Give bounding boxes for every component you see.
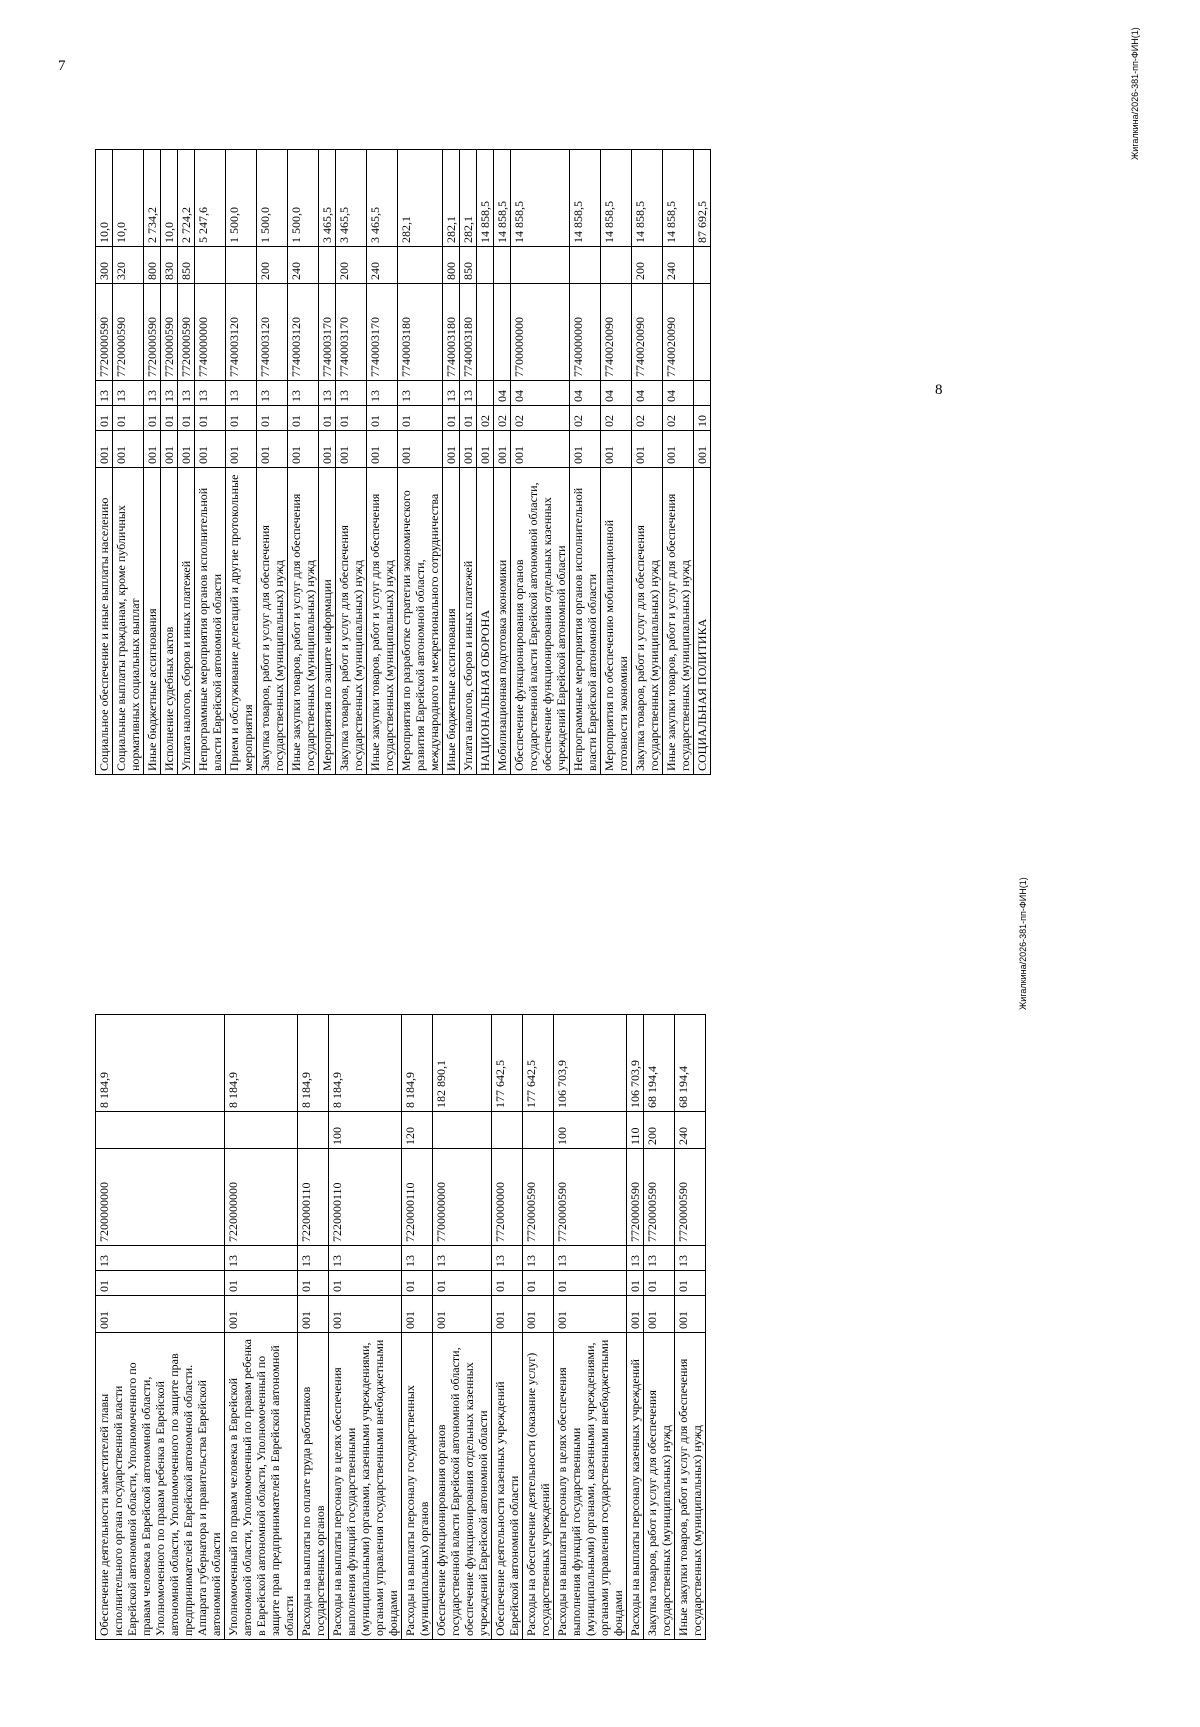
row-code-cell-c1: 001 bbox=[96, 431, 113, 468]
row-code-cell-c2: 01 bbox=[161, 406, 178, 431]
row-code-cell-c2: 02 bbox=[632, 406, 663, 431]
row-code-cell-c3: 13 bbox=[492, 1246, 523, 1271]
row-code-cell-c2: 01 bbox=[178, 406, 195, 431]
row-code-cell-c5: 830 bbox=[161, 247, 178, 284]
row-code-cell-c6: 3 465,5 bbox=[336, 150, 367, 247]
row-code-cell-c2: 01 bbox=[225, 1271, 298, 1296]
row-code-cell-c5: 200 bbox=[644, 1112, 675, 1149]
row-code-cell-c5 bbox=[523, 1112, 554, 1149]
row-code-cell-c4: 7700000000 bbox=[433, 1149, 492, 1246]
row-code-cell-c5: 850 bbox=[460, 247, 477, 284]
table-row bbox=[195, 150, 226, 775]
row-code-cell-c2: 02 bbox=[511, 406, 570, 431]
row-code-cell-c3: 13 bbox=[398, 381, 443, 406]
row-name-cell: Расходы на обеспечение деятельности (оказание услуг) государственных учреждений bbox=[523, 1333, 554, 1640]
row-code-cell-c5: 240 bbox=[367, 247, 398, 284]
row-code-cell-c4: 7740003120 bbox=[288, 284, 319, 381]
row-code-cell-c1: 001 bbox=[675, 1296, 706, 1333]
row-name-cell: Мероприятия по защите информации bbox=[319, 468, 336, 775]
row-code-cell-c2: 02 bbox=[663, 406, 694, 431]
row-code-cell-c5 bbox=[96, 1112, 225, 1149]
table-row bbox=[257, 150, 288, 775]
row-code-cell-c6: 182 890,1 bbox=[433, 1015, 492, 1112]
row-name-cell: Мероприятия по обеспечению мобилизационной готовности экономики bbox=[601, 468, 632, 775]
row-code-cell-c3: 13 bbox=[298, 1246, 329, 1271]
row-code-cell-c1: 001 bbox=[477, 431, 494, 468]
row-code-cell-c1: 001 bbox=[511, 431, 570, 468]
row-name-cell: Обеспечение деятельности заместителей главы исполнительного органа государственной власти Еврейской автономной области, Уполномоченного по правам человека в Еврейской автономной области, Уполномоченного по правам ребенка в Еврейской автономной области, Уполномоченного по защите прав предпринимателей в Еврейской автономной области. Аппарата губернатора и правительства Еврейской автономной области bbox=[96, 1333, 225, 1640]
row-code-cell-c3: 13 bbox=[523, 1246, 554, 1271]
row-code-cell-c1: 001 bbox=[298, 1296, 329, 1333]
row-code-cell-c6: 2 734,2 bbox=[144, 150, 161, 247]
row-code-cell-c6: 8 184,9 bbox=[402, 1015, 433, 1112]
row-name-cell: Иные закупки товаров, работ и услуг для обеспечения государственных (муниципальных) нужд bbox=[663, 468, 694, 775]
row-code-cell-c3: 13 bbox=[144, 381, 161, 406]
table-row bbox=[477, 150, 494, 775]
row-code-cell-c4: 7720000590 bbox=[644, 1149, 675, 1246]
row-code-cell-c5 bbox=[601, 247, 632, 284]
row-code-cell-c3: 13 bbox=[257, 381, 288, 406]
row-code-cell-c6: 14 858,5 bbox=[663, 150, 694, 247]
row-code-cell-c5 bbox=[494, 247, 511, 284]
row-code-cell-c5 bbox=[477, 247, 494, 284]
table-row bbox=[494, 150, 511, 775]
table-row bbox=[367, 150, 398, 775]
row-code-cell-c6: 282,1 bbox=[398, 150, 443, 247]
row-code-cell-c6: 5 247,6 bbox=[195, 150, 226, 247]
row-code-cell-c4: 7720000590 bbox=[113, 284, 144, 381]
row-code-cell-c4: 7740020090 bbox=[632, 284, 663, 381]
row-code-cell-c1: 001 bbox=[494, 431, 511, 468]
row-code-cell-c4: 7220000000 bbox=[225, 1149, 298, 1246]
budget-table-page-8 bbox=[95, 149, 711, 775]
table-row bbox=[433, 1015, 492, 1640]
row-code-cell-c6: 177 642,5 bbox=[523, 1015, 554, 1112]
row-name-cell: Обеспечение деятельности казенных учреждений Еврейской автономной области bbox=[492, 1333, 523, 1640]
table-row bbox=[460, 150, 477, 775]
row-code-cell-c3: 13 bbox=[113, 381, 144, 406]
row-code-cell-c3: 13 bbox=[319, 381, 336, 406]
row-code-cell-c1: 001 bbox=[226, 431, 257, 468]
row-code-cell-c2: 01 bbox=[460, 406, 477, 431]
row-code-cell-c6: 10,0 bbox=[113, 150, 144, 247]
row-code-cell-c4: 7740000000 bbox=[570, 284, 601, 381]
row-code-cell-c1: 001 bbox=[113, 431, 144, 468]
row-name-cell: Прием и обслуживание делегаций и другие протокольные мероприятия bbox=[226, 468, 257, 775]
row-code-cell-c6: 10,0 bbox=[161, 150, 178, 247]
row-code-cell-c5 bbox=[694, 247, 711, 284]
row-name-cell: Иные бюджетные ассигнования bbox=[144, 468, 161, 775]
row-code-cell-c1: 001 bbox=[554, 1296, 627, 1333]
row-code-cell-c2: 01 bbox=[319, 406, 336, 431]
table-row bbox=[523, 1015, 554, 1640]
row-code-cell-c6: 177 642,5 bbox=[492, 1015, 523, 1112]
budget-table bbox=[95, 1014, 706, 1640]
row-code-cell-c2: 01 bbox=[96, 406, 113, 431]
row-code-cell-c4 bbox=[477, 284, 494, 381]
row-code-cell-c6: 1 500,0 bbox=[288, 150, 319, 247]
row-code-cell-c4: 7720000590 bbox=[96, 284, 113, 381]
row-code-cell-c1: 001 bbox=[225, 1296, 298, 1333]
row-code-cell-c2: 01 bbox=[675, 1271, 706, 1296]
row-code-cell-c1: 001 bbox=[663, 431, 694, 468]
row-code-cell-c1: 001 bbox=[632, 431, 663, 468]
row-code-cell-c3: 13 bbox=[675, 1246, 706, 1271]
row-code-cell-c4: 7740003180 bbox=[398, 284, 443, 381]
row-code-cell-c2: 01 bbox=[644, 1271, 675, 1296]
budget-table bbox=[95, 149, 711, 775]
row-code-cell-c5: 200 bbox=[257, 247, 288, 284]
row-code-cell-c3: 13 bbox=[336, 381, 367, 406]
row-code-cell-c3 bbox=[477, 381, 494, 406]
row-code-cell-c6: 8 184,9 bbox=[96, 1015, 225, 1112]
row-name-cell: Закупка товаров, работ и услуг для обеспечения государственных (муниципальных) нужд bbox=[336, 468, 367, 775]
table-row bbox=[96, 150, 113, 775]
table-row bbox=[511, 150, 570, 775]
row-code-cell-c1: 001 bbox=[433, 1296, 492, 1333]
row-code-cell-c2: 01 bbox=[554, 1271, 627, 1296]
row-code-cell-c1: 001 bbox=[178, 431, 195, 468]
row-code-cell-c1: 001 bbox=[144, 431, 161, 468]
table-row bbox=[492, 1015, 523, 1640]
row-code-cell-c2: 02 bbox=[477, 406, 494, 431]
row-code-cell-c1: 001 bbox=[288, 431, 319, 468]
row-code-cell-c6: 3 465,5 bbox=[319, 150, 336, 247]
row-code-cell-c1: 001 bbox=[443, 431, 460, 468]
row-name-cell: Мобилизационная подготовка экономики bbox=[494, 468, 511, 775]
row-name-cell: Уплата налогов, сборов и иных платежей bbox=[178, 468, 195, 775]
row-code-cell-c1: 001 bbox=[402, 1296, 433, 1333]
row-code-cell-c1: 001 bbox=[398, 431, 443, 468]
row-name-cell: Иные закупки товаров, работ и услуг для обеспечения государственных (муниципальных) нужд bbox=[288, 468, 319, 775]
table-row bbox=[601, 150, 632, 775]
row-name-cell: Иные закупки товаров, работ и услуг для обеспечения государственных (муниципальных) нужд bbox=[367, 468, 398, 775]
table-row bbox=[443, 150, 460, 775]
table-row bbox=[288, 150, 319, 775]
table-row bbox=[402, 1015, 433, 1640]
row-code-cell-c2: 01 bbox=[402, 1271, 433, 1296]
table-row bbox=[113, 150, 144, 775]
row-code-cell-c5: 850 bbox=[178, 247, 195, 284]
row-name-cell: Расходы на выплаты персоналу казенных учреждений bbox=[627, 1333, 644, 1640]
row-code-cell-c3: 13 bbox=[178, 381, 195, 406]
row-code-cell-c5: 800 bbox=[443, 247, 460, 284]
row-code-cell-c4: 7740003170 bbox=[336, 284, 367, 381]
table-row bbox=[96, 1015, 225, 1640]
row-code-cell-c2: 01 bbox=[523, 1271, 554, 1296]
row-code-cell-c1: 001 bbox=[161, 431, 178, 468]
row-code-cell-c4: 7720000590 bbox=[675, 1149, 706, 1246]
row-code-cell-c3: 13 bbox=[226, 381, 257, 406]
row-code-cell-c3: 13 bbox=[402, 1246, 433, 1271]
row-code-cell-c3: 04 bbox=[511, 381, 570, 406]
row-name-cell: Уполномоченный по правам человека в Еврейской автономной области, Уполномоченный по правам ребенка в Еврейской автономной области, Уполномоченный по защите прав предпринимателей в Еврейской автономной области bbox=[225, 1333, 298, 1640]
row-code-cell-c4: 7740003170 bbox=[319, 284, 336, 381]
row-code-cell-c6: 1 500,0 bbox=[257, 150, 288, 247]
row-code-cell-c1: 001 bbox=[96, 1296, 225, 1333]
row-code-cell-c3: 13 bbox=[288, 381, 319, 406]
table-row bbox=[632, 150, 663, 775]
row-code-cell-c4: 7220000110 bbox=[329, 1149, 402, 1246]
row-name-cell: Иные закупки товаров, работ и услуг для обеспечения государственных (муниципальных) нужд bbox=[675, 1333, 706, 1640]
row-code-cell-c1: 001 bbox=[523, 1296, 554, 1333]
row-code-cell-c4: 7740020090 bbox=[663, 284, 694, 381]
row-code-cell-c2: 01 bbox=[433, 1271, 492, 1296]
row-code-cell-c5: 240 bbox=[288, 247, 319, 284]
row-name-cell: Закупка товаров, работ и услуг для обеспечения государственных (муниципальных) нужд bbox=[644, 1333, 675, 1640]
row-code-cell-c4: 7740003120 bbox=[257, 284, 288, 381]
row-name-cell: Расходы на выплаты по оплате труда работников государственных органов bbox=[298, 1333, 329, 1640]
table-row bbox=[161, 150, 178, 775]
budget-table-page-7 bbox=[95, 1014, 706, 1640]
row-code-cell-c6: 8 184,9 bbox=[225, 1015, 298, 1112]
row-code-cell-c5 bbox=[511, 247, 570, 284]
table-row bbox=[554, 1015, 627, 1640]
row-code-cell-c1: 001 bbox=[627, 1296, 644, 1333]
row-code-cell-c4: 7700000000 bbox=[511, 284, 570, 381]
row-code-cell-c1: 001 bbox=[644, 1296, 675, 1333]
row-code-cell-c4: 7740020090 bbox=[601, 284, 632, 381]
row-code-cell-c3: 13 bbox=[627, 1246, 644, 1271]
row-code-cell-c2: 01 bbox=[257, 406, 288, 431]
row-name-cell: Расходы на выплаты персоналу государственных (муниципальных) органов bbox=[402, 1333, 433, 1640]
row-code-cell-c5 bbox=[433, 1112, 492, 1149]
row-code-cell-c2: 10 bbox=[694, 406, 711, 431]
row-code-cell-c2: 01 bbox=[367, 406, 398, 431]
row-code-cell-c5 bbox=[226, 247, 257, 284]
row-code-cell-c5 bbox=[492, 1112, 523, 1149]
row-code-cell-c6: 14 858,5 bbox=[511, 150, 570, 247]
row-code-cell-c4: 7740003180 bbox=[460, 284, 477, 381]
row-code-cell-c2: 01 bbox=[329, 1271, 402, 1296]
row-name-cell: Непрограммные мероприятия органов исполнительной власти Еврейской автономной области bbox=[570, 468, 601, 775]
row-name-cell: Расходы на выплаты персоналу в целях обеспечения выполнения функций государственными (муниципальными) органами, казенными учреждениями, органами управления государственными внебюджетными фондами bbox=[554, 1333, 627, 1640]
table-row bbox=[627, 1015, 644, 1640]
row-code-cell-c4: 7720000590 bbox=[178, 284, 195, 381]
table-row bbox=[398, 150, 443, 775]
row-name-cell: Обеспечение функционирования органов государственной власти Еврейской автономной области, обеспечение функционирования отдельных казенных учреждений Еврейской автономной области bbox=[433, 1333, 492, 1640]
row-code-cell-c6: 14 858,5 bbox=[477, 150, 494, 247]
row-code-cell-c3: 04 bbox=[632, 381, 663, 406]
row-code-cell-c2: 01 bbox=[144, 406, 161, 431]
row-code-cell-c6: 3 465,5 bbox=[367, 150, 398, 247]
row-name-cell: СОЦИАЛЬНАЯ ПОЛИТИКА bbox=[694, 468, 711, 775]
footer-left: Жигалкина/2026-381-пп-ФИН(1) bbox=[1018, 877, 1028, 1010]
table-row bbox=[644, 1015, 675, 1640]
row-code-cell-c2: 01 bbox=[288, 406, 319, 431]
row-code-cell-c6: 282,1 bbox=[460, 150, 477, 247]
row-name-cell: Иные бюджетные ассигнования bbox=[443, 468, 460, 775]
row-name-cell: НАЦИОНАЛЬНАЯ ОБОРОНА bbox=[477, 468, 494, 775]
row-code-cell-c2: 01 bbox=[398, 406, 443, 431]
row-code-cell-c5: 100 bbox=[554, 1112, 627, 1149]
row-code-cell-c5: 120 bbox=[402, 1112, 433, 1149]
row-code-cell-c5: 300 bbox=[96, 247, 113, 284]
row-code-cell-c3: 04 bbox=[570, 381, 601, 406]
row-code-cell-c6: 14 858,5 bbox=[601, 150, 632, 247]
row-code-cell-c5: 240 bbox=[675, 1112, 706, 1149]
row-code-cell-c6: 14 858,5 bbox=[632, 150, 663, 247]
row-code-cell-c6: 68 194,4 bbox=[675, 1015, 706, 1112]
row-code-cell-c1: 001 bbox=[492, 1296, 523, 1333]
row-code-cell-c5: 800 bbox=[144, 247, 161, 284]
row-code-cell-c6: 8 184,9 bbox=[298, 1015, 329, 1112]
page-number-left: 7 bbox=[58, 58, 66, 74]
table-row bbox=[329, 1015, 402, 1640]
row-code-cell-c1: 001 bbox=[329, 1296, 402, 1333]
row-code-cell-c4 bbox=[494, 284, 511, 381]
row-code-cell-c6: 10,0 bbox=[96, 150, 113, 247]
row-code-cell-c6: 68 194,4 bbox=[644, 1015, 675, 1112]
row-code-cell-c2: 01 bbox=[226, 406, 257, 431]
row-code-cell-c5: 110 bbox=[627, 1112, 644, 1149]
row-code-cell-c6: 106 703,9 bbox=[627, 1015, 644, 1112]
row-name-cell: Уплата налогов, сборов и иных платежей bbox=[460, 468, 477, 775]
row-code-cell-c6: 1 500,0 bbox=[226, 150, 257, 247]
row-code-cell-c5 bbox=[298, 1112, 329, 1149]
row-code-cell-c3: 04 bbox=[494, 381, 511, 406]
row-code-cell-c4: 7720000590 bbox=[627, 1149, 644, 1246]
row-code-cell-c5 bbox=[319, 247, 336, 284]
row-code-cell-c2: 01 bbox=[298, 1271, 329, 1296]
row-code-cell-c2: 01 bbox=[113, 406, 144, 431]
row-code-cell-c1: 001 bbox=[319, 431, 336, 468]
row-code-cell-c6: 87 692,5 bbox=[694, 150, 711, 247]
row-code-cell-c6: 106 703,9 bbox=[554, 1015, 627, 1112]
row-code-cell-c6: 14 858,5 bbox=[494, 150, 511, 247]
row-code-cell-c3: 13 bbox=[443, 381, 460, 406]
row-code-cell-c6: 14 858,5 bbox=[570, 150, 601, 247]
row-code-cell-c2: 01 bbox=[336, 406, 367, 431]
row-name-cell: Исполнение судебных актов bbox=[161, 468, 178, 775]
row-code-cell-c3: 13 bbox=[554, 1246, 627, 1271]
row-name-cell: Мероприятия по разработке стратегии экономического развития Еврейской автономной области, международного и межрегионального сотрудничества bbox=[398, 468, 443, 775]
row-code-cell-c5 bbox=[225, 1112, 298, 1149]
row-name-cell: Закупка товаров, работ и услуг для обеспечения государственных (муниципальных) нужд bbox=[257, 468, 288, 775]
row-code-cell-c2: 01 bbox=[443, 406, 460, 431]
table-row bbox=[298, 1015, 329, 1640]
row-code-cell-c1: 001 bbox=[601, 431, 632, 468]
row-name-cell: Непрограммные мероприятия органов исполнительной власти Еврейской автономной области bbox=[195, 468, 226, 775]
table-row bbox=[694, 150, 711, 775]
row-name-cell: Социальное обеспечение и иные выплаты населению bbox=[96, 468, 113, 775]
row-code-cell-c5 bbox=[570, 247, 601, 284]
row-code-cell-c4: 7720000590 bbox=[554, 1149, 627, 1246]
row-code-cell-c3: 13 bbox=[225, 1246, 298, 1271]
row-name-cell: Обеспечение функционирования органов государственной власти Еврейской автономной области, обеспечение функционирования отдельных казенных учреждений Еврейской автономной области bbox=[511, 468, 570, 775]
row-code-cell-c2: 01 bbox=[195, 406, 226, 431]
row-code-cell-c4: 7740000000 bbox=[195, 284, 226, 381]
row-code-cell-c6: 282,1 bbox=[443, 150, 460, 247]
row-code-cell-c4: 7720000590 bbox=[523, 1149, 554, 1246]
row-code-cell-c3: 13 bbox=[96, 1246, 225, 1271]
row-code-cell-c3: 13 bbox=[644, 1246, 675, 1271]
row-code-cell-c3: 13 bbox=[329, 1246, 402, 1271]
table-row bbox=[225, 1015, 298, 1640]
row-code-cell-c3: 13 bbox=[161, 381, 178, 406]
row-code-cell-c2: 01 bbox=[627, 1271, 644, 1296]
row-code-cell-c4: 7220000110 bbox=[298, 1149, 329, 1246]
row-code-cell-c5: 320 bbox=[113, 247, 144, 284]
row-code-cell-c3 bbox=[694, 381, 711, 406]
row-code-cell-c4: 7720000590 bbox=[144, 284, 161, 381]
row-name-cell: Социальные выплаты гражданам, кроме публичных нормативных социальных выплат bbox=[113, 468, 144, 775]
row-code-cell-c5: 240 bbox=[663, 247, 694, 284]
row-code-cell-c2: 02 bbox=[570, 406, 601, 431]
row-code-cell-c4: 7740003180 bbox=[443, 284, 460, 381]
row-code-cell-c1: 001 bbox=[367, 431, 398, 468]
row-code-cell-c1: 001 bbox=[694, 431, 711, 468]
row-name-cell: Расходы на выплаты персоналу в целях обеспечения выполнения функций государственными (муниципальными) органами, казенными учреждениями, органами управления государственными внебюджетными фондами bbox=[329, 1333, 402, 1640]
row-code-cell-c5: 100 bbox=[329, 1112, 402, 1149]
row-code-cell-c6: 8 184,9 bbox=[329, 1015, 402, 1112]
row-code-cell-c6: 2 724,2 bbox=[178, 150, 195, 247]
row-code-cell-c2: 02 bbox=[494, 406, 511, 431]
footer-right: Жигалкина/2026-381-пп-ФИН(1) bbox=[1130, 27, 1140, 160]
row-code-cell-c4: 7720000590 bbox=[161, 284, 178, 381]
table-row bbox=[675, 1015, 706, 1640]
row-code-cell-c4: 7740003170 bbox=[367, 284, 398, 381]
row-code-cell-c3: 13 bbox=[195, 381, 226, 406]
row-code-cell-c1: 001 bbox=[460, 431, 477, 468]
row-code-cell-c5: 200 bbox=[632, 247, 663, 284]
row-code-cell-c1: 001 bbox=[570, 431, 601, 468]
page-number-right: 8 bbox=[935, 382, 943, 398]
row-name-cell: Закупка товаров, работ и услуг для обеспечения государственных (муниципальных) нужд bbox=[632, 468, 663, 775]
table-row bbox=[178, 150, 195, 775]
row-code-cell-c3: 13 bbox=[433, 1246, 492, 1271]
row-code-cell-c1: 001 bbox=[195, 431, 226, 468]
table-row bbox=[319, 150, 336, 775]
table-row bbox=[144, 150, 161, 775]
row-code-cell-c5 bbox=[398, 247, 443, 284]
row-code-cell-c4: 7720000000 bbox=[492, 1149, 523, 1246]
table-row bbox=[226, 150, 257, 775]
row-code-cell-c4: 7220000110 bbox=[402, 1149, 433, 1246]
row-code-cell-c3: 04 bbox=[601, 381, 632, 406]
row-code-cell-c3: 13 bbox=[96, 381, 113, 406]
row-code-cell-c3: 13 bbox=[460, 381, 477, 406]
row-code-cell-c4: 7200000000 bbox=[96, 1149, 225, 1246]
row-code-cell-c1: 001 bbox=[257, 431, 288, 468]
table-row bbox=[336, 150, 367, 775]
row-code-cell-c2: 01 bbox=[96, 1271, 225, 1296]
row-code-cell-c3: 13 bbox=[367, 381, 398, 406]
row-code-cell-c1: 001 bbox=[336, 431, 367, 468]
row-code-cell-c5: 200 bbox=[336, 247, 367, 284]
table-row bbox=[663, 150, 694, 775]
row-code-cell-c3: 04 bbox=[663, 381, 694, 406]
row-code-cell-c5 bbox=[195, 247, 226, 284]
row-code-cell-c2: 02 bbox=[601, 406, 632, 431]
row-code-cell-c4: 7740003120 bbox=[226, 284, 257, 381]
table-row bbox=[570, 150, 601, 775]
row-code-cell-c4 bbox=[694, 284, 711, 381]
row-code-cell-c2: 01 bbox=[492, 1271, 523, 1296]
